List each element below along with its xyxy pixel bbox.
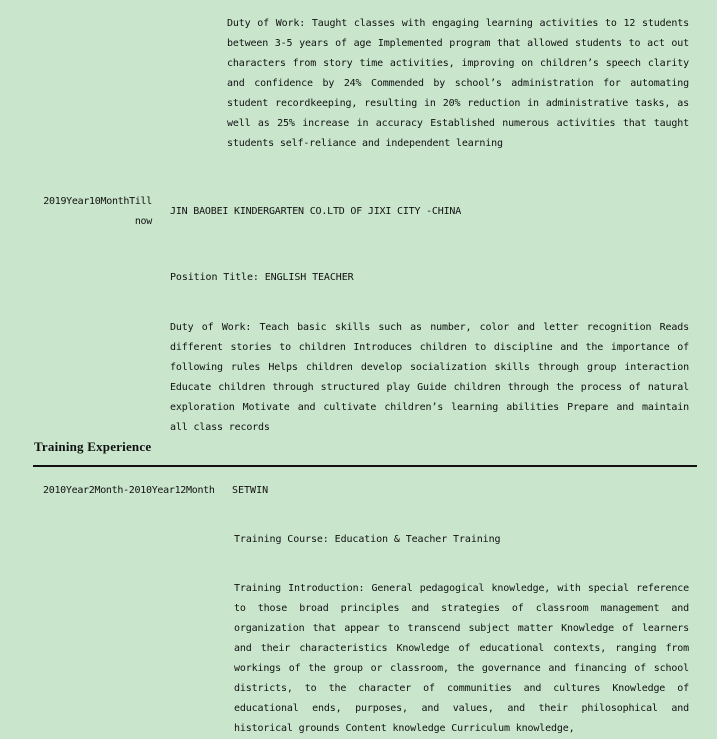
training-course: Training Course: Education & Teacher Training — [234, 534, 501, 545]
training-organization: SETWIN — [232, 485, 269, 496]
section-divider — [33, 465, 697, 467]
job-2-duty-description: Duty of Work: Teach basic skills such as number, color and letter recognition Reads different stories to children Introduces children to discipline and the importance of following rules Helps children develop socialization skills through group interaction Educate children through structured play Guide children through the process of natural exploration Motivate and cultivate children’s learning abilities Prepare and maintain all class records — [170, 322, 689, 433]
job-2-company: JIN BAOBEI KINDERGARTEN CO.LTD OF JIXI CITY -CHINA — [170, 206, 462, 217]
job-1-duty-description: Duty of Work: Taught classes with engaging learning activities to 12 students between 3-5 years of age Implemented program that allowed students to act out characters from story time activities, improving on children’s speech clarity and confidence by 24% Commended by school’s administration for automating student recordkeeping, resulting in 20% reduction in administrative tasks, as well as 25% increase in accuracy Established numerous activities that taught students self-reliance and independent learning — [227, 18, 689, 149]
training-section-title: Training Experience — [34, 439, 152, 454]
training-introduction: Training Introduction: General pedagogical knowledge, with special reference to those broad principles and strategies of classroom management and organization that appear to transcend subject matter Knowledge of learners and their characteristics Knowledge of educational contexts, ranging from workings of the group or classroom, the governance and financing of school districts, to the character of communities and cultures Knowledge of educational ends, purposes, and values, and their philosophical and historical grounds Content knowledge Curriculum knowledge, — [234, 583, 689, 734]
job-2-date-range: 2019Year10MonthTill now — [43, 196, 152, 227]
job-2-position-title: Position Title: ENGLISH TEACHER — [170, 272, 354, 283]
training-date-range: 2010Year2Month-2010Year12Month — [43, 485, 215, 496]
